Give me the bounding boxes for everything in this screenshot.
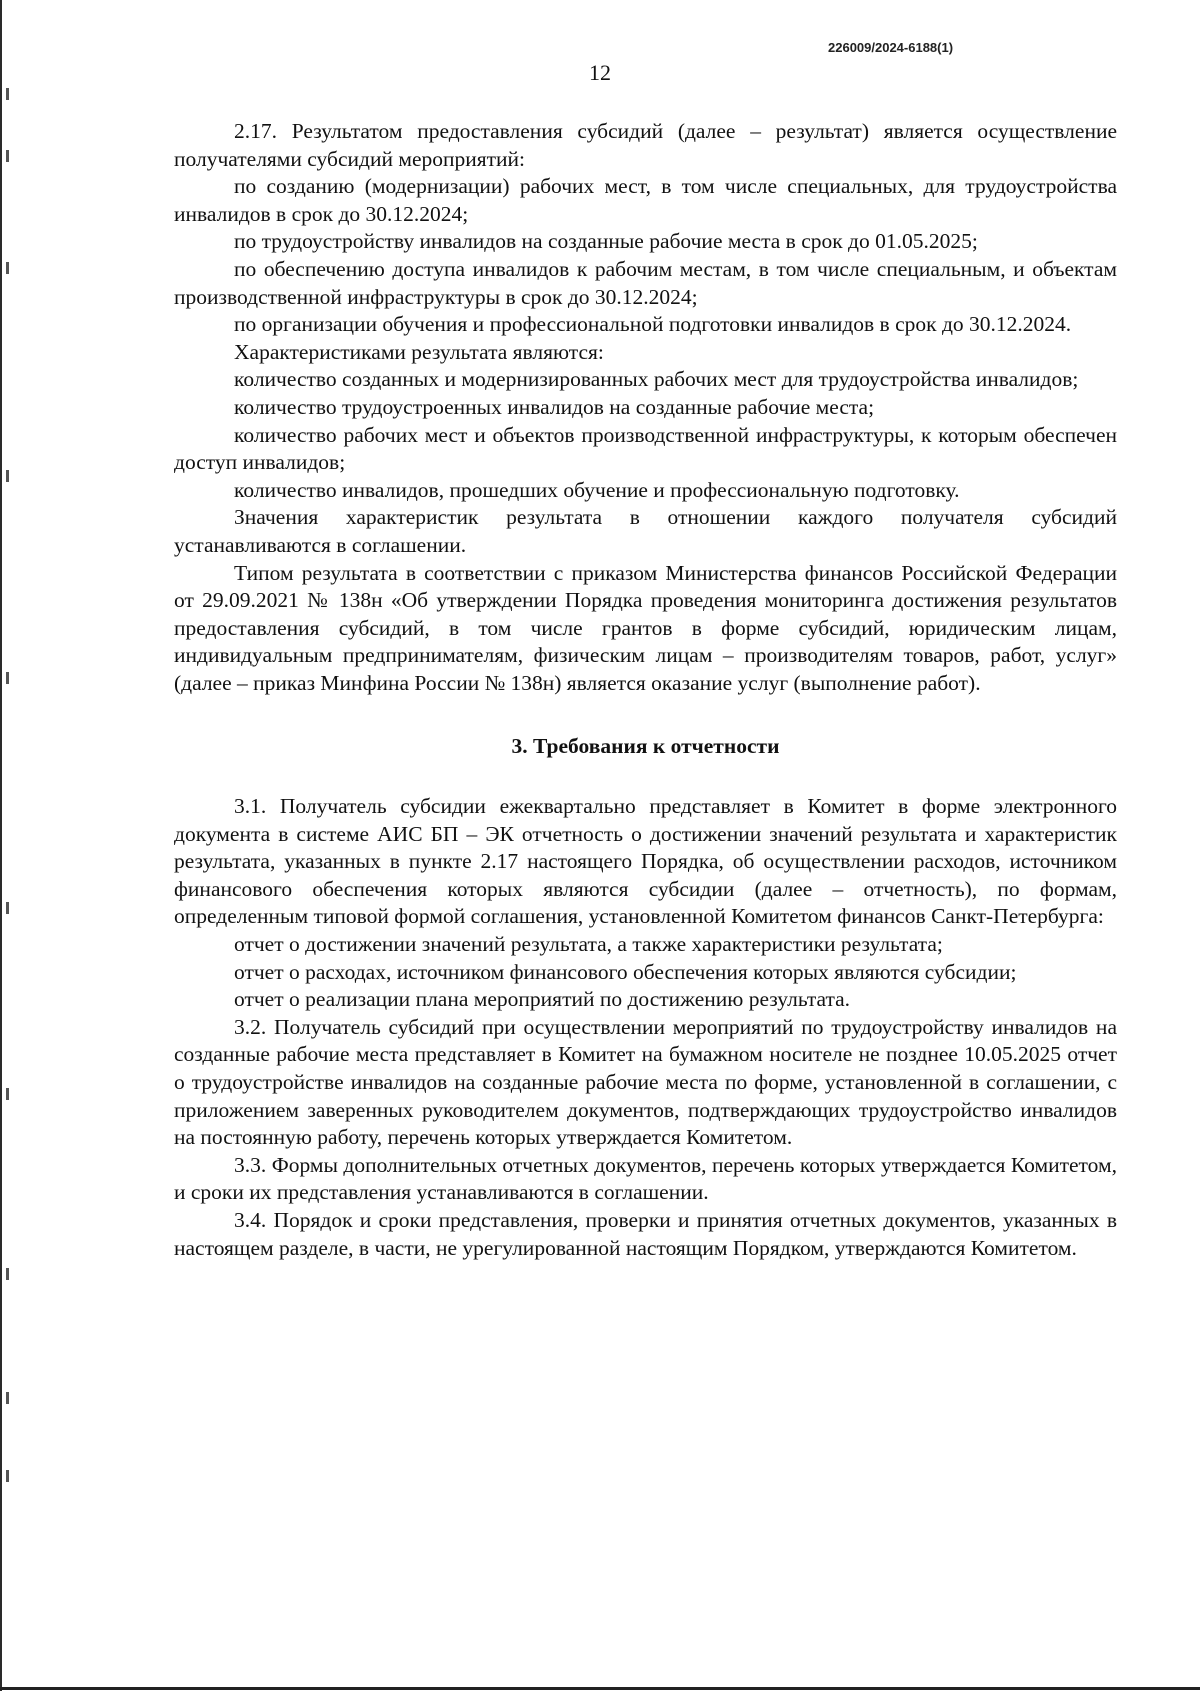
paragraph-item: отчет о достижении значений результата, а также характеристики результата; <box>234 932 943 957</box>
page-number: 12 <box>589 60 611 85</box>
paragraph-3-2: 3.2. Получатель субсидий при осуществлении мероприятий по трудоустройству инвалидов на созданные рабочие места представляет в Комитет на бумажном носителе не позднее 10.05.2025 отчет о трудоустройстве инвалидов на созданные рабочие места по форме, установленной в соглашении, с приложением заверенных руководителем документов, подтверждающих трудоустройство инвалидов на постоянную работу, перечень которых утверждается Комитетом. <box>174 1014 1117 1150</box>
paragraph-3-1: 3.1. Получатель субсидии ежеквартально представляет в Комитет в форме электронного документа в системе АИС БП – ЭК отчетность о достижении значений результата и характеристик результата, указанных в пункте 2.17 настоящего Порядка, об осуществлении расходов, источником финансового обеспечения которых являются субсидии (далее – отчетность), по формам, определенным типовой формой соглашения, установленной Комитетом финансов Санкт-Петербурга: <box>174 794 1117 929</box>
paragraph-item: отчет о реализации плана мероприятий по достижению результата. <box>234 987 851 1012</box>
paragraph-result-type: Типом результата в соответствии с приказом Министерства финансов Российской Федерации от 29.09.2021 № 138н «Об утверждении Порядка проведения мониторинга достижения результатов предоставления субсидий, в том числе грантов в форме субсидий, юридическим лицам, индивидуальным предпринимателям, физическим лицам – производителям товаров, работ, услуг» (далее – приказ Минфина России № 138н) является оказание услуг (выполнение работ). <box>174 560 1117 695</box>
section-heading: 3. Требования к отчетности <box>511 734 780 759</box>
paragraph-item: количество трудоустроенных инвалидов на созданные рабочие места; <box>234 394 875 419</box>
paragraph-item: по созданию (модернизации) рабочих мест, в том числе специальных, для трудоустройства инвалидов в срок до 30.12.2024; <box>174 174 1117 226</box>
paragraph-item: по обеспечению доступа инвалидов к рабочим местам, в том числе специальным, и объектам производственной инфраструктуры в срок до 30.12.2024; <box>174 256 1117 309</box>
paragraph-item: по организации обучения и профессиональной подготовки инвалидов в срок до 30.12.2024. <box>234 312 1072 337</box>
bottom-page-edge <box>0 1687 1200 1690</box>
paragraph-item: отчет о расходах, источником финансового обеспечения которых являются субсидии; <box>234 959 1017 984</box>
paragraph-2-17: 2.17. Результатом предоставления субсидий (далее – результат) является осуществление получателями субсидий мероприятий: <box>174 119 1117 171</box>
left-page-edge <box>0 0 2 1691</box>
paragraph-values: Значения характеристик результата в отношении каждого получателя субсидий устанавливаются в соглашении. <box>174 505 1117 557</box>
document-body <box>174 118 1117 1262</box>
paragraph-item: по трудоустройству инвалидов на созданные рабочие места в срок до 01.05.2025; <box>234 229 978 254</box>
paragraph-characteristics-intro: Характеристиками результата являются: <box>234 339 604 364</box>
paragraph-3-4: 3.4. Порядок и сроки представления, проверки и принятия отчетных документов, указанных в настоящем разделе, в части, не урегулированной настоящим Порядком, утверждаются Комитетом. <box>174 1207 1117 1260</box>
paragraph-3-3: 3.3. Формы дополнительных отчетных документов, перечень которых утверждается Комитетом, и сроки их представления устанавливаются в соглашении. <box>174 1152 1117 1205</box>
paragraph-item: количество созданных и модернизированных рабочих мест для трудоустройства инвалидов; <box>234 367 1079 392</box>
left-margin-marks <box>6 0 10 1691</box>
paragraph-item: количество рабочих мест и объектов производственной инфраструктуры, к которым обеспечен доступ инвалидов; <box>174 422 1117 475</box>
paragraph-item: количество инвалидов, прошедших обучение и профессиональную подготовку. <box>234 477 960 502</box>
document-id: 226009/2024-6188(1) <box>828 40 954 55</box>
